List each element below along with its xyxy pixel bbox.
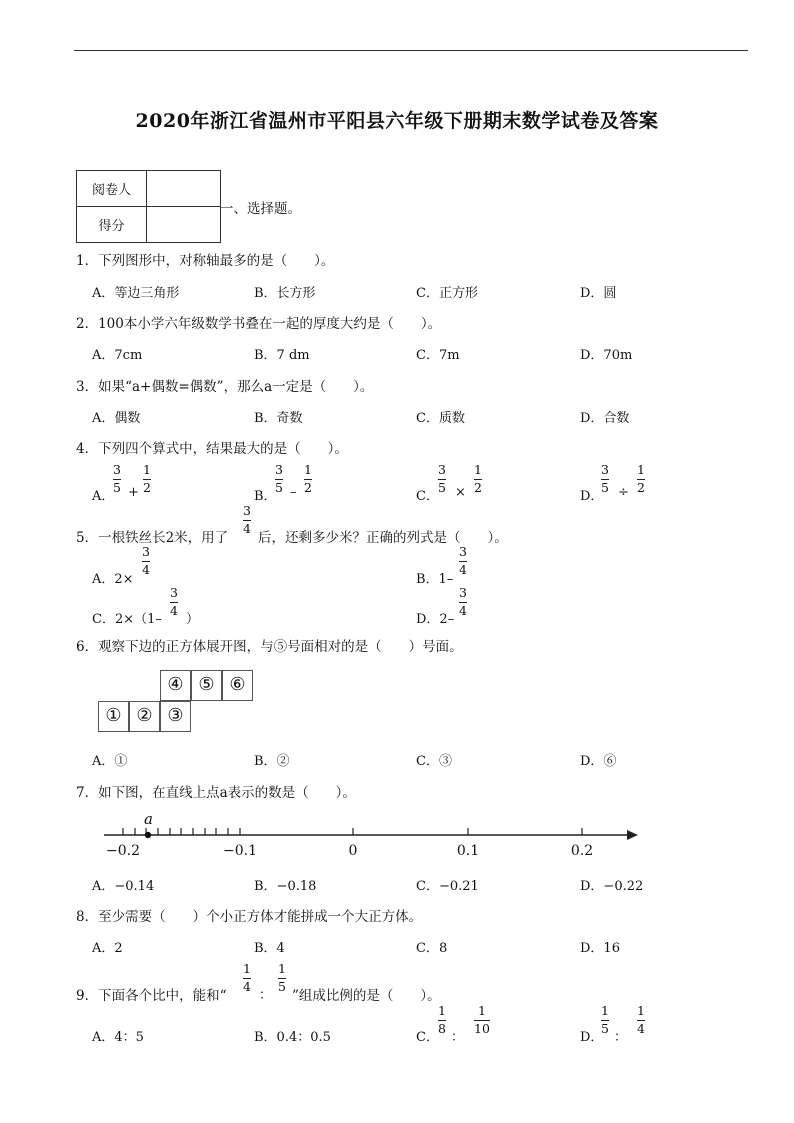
q8-option-a[interactable]: A．2 <box>92 941 123 956</box>
question-6-stem: 6．观察下边的正方体展开图，与⑤号面相对的是（ ）号面。 <box>76 639 463 655</box>
tick-label: −0.2 <box>106 843 140 859</box>
fraction: 3 4 <box>142 544 150 577</box>
question-3-stem: 3．如果“a+偶数=偶数”，那么a一定是（ ）。 <box>76 379 374 395</box>
times-operator: × <box>455 485 466 500</box>
question-7-stem: 7．如下图，在直线上点a表示的数是（ ）。 <box>76 785 356 801</box>
reviewer-label: 阅卷人 <box>77 171 147 207</box>
q9-option-b[interactable]: B．0.4：0.5 <box>254 1030 331 1045</box>
fraction: 1 5 <box>601 1003 609 1036</box>
q8-option-d[interactable]: D．16 <box>580 941 620 956</box>
q3-option-a[interactable]: A．偶数 <box>92 411 141 426</box>
score-cell[interactable] <box>147 207 221 243</box>
question-4-stem: 4．下列四个算式中，结果最大的是（ ）。 <box>76 441 348 457</box>
q6-option-b[interactable]: B．② <box>254 754 290 769</box>
q1-option-d[interactable]: D．圆 <box>580 286 617 301</box>
q6-option-d[interactable]: D．⑥ <box>580 754 617 769</box>
fraction: 1 4 <box>243 961 251 994</box>
fraction: 3 4 <box>170 585 178 618</box>
question-1-stem: 1．下列图形中，对称轴最多的是（ ）。 <box>76 253 335 269</box>
q3-option-c[interactable]: C．质数 <box>416 411 465 426</box>
divide-operator: ÷ <box>618 485 629 500</box>
q8-option-c[interactable]: C．8 <box>416 941 448 956</box>
fraction: 1 5 <box>278 961 286 994</box>
q1-option-a[interactable]: A．等边三角形 <box>92 286 180 301</box>
question-5-stem-a: 5．一根铁丝长2米，用了 <box>76 530 229 546</box>
score-table <box>76 170 221 243</box>
ratio-colon: ： <box>259 988 273 1003</box>
minus-operator: – <box>290 485 297 500</box>
q5-option-c-close: ） <box>186 612 200 627</box>
fraction: 1 10 <box>474 1003 490 1036</box>
q7-option-b[interactable]: B．−0.18 <box>254 879 317 894</box>
q4-option-d[interactable]: D． <box>580 489 604 504</box>
q9-option-d[interactable]: D． <box>580 1030 604 1045</box>
q3-option-d[interactable]: D．合数 <box>580 411 630 426</box>
q5-option-a[interactable]: A．2× <box>92 572 134 587</box>
q1-option-c[interactable]: C．正方形 <box>416 286 478 301</box>
q5-option-b[interactable]: B．1– <box>416 572 454 587</box>
page-title: 2020年浙江省温州市平阳县六年级下册期末数学试卷及答案 <box>135 110 659 132</box>
cube-face-2: ② <box>129 701 160 732</box>
q5-option-c[interactable]: C．2×（1– <box>92 612 162 627</box>
fraction: 3 4 <box>459 544 467 577</box>
q8-option-b[interactable]: B．4 <box>254 941 285 956</box>
q2-option-d[interactable]: D．70m <box>580 348 633 363</box>
fraction: 3 4 <box>459 585 467 618</box>
plus-operator: + <box>128 485 139 500</box>
q2-option-c[interactable]: C．7m <box>416 348 460 363</box>
question-5-stem-b: 后，还剩多少米？正确的列式是（ ）。 <box>258 530 508 546</box>
fraction: 1 8 <box>438 1003 446 1036</box>
number-line <box>96 808 644 862</box>
ratio-colon: ： <box>451 1030 465 1045</box>
q6-option-a[interactable]: A．① <box>92 754 128 769</box>
tick-label: −0.1 <box>223 843 257 859</box>
cube-face-4: ④ <box>160 670 191 701</box>
tick-label: 0.2 <box>570 843 594 859</box>
point-a-label: a <box>144 810 153 828</box>
q5-option-d[interactable]: D．2– <box>416 612 455 627</box>
score-label: 得分 <box>77 207 147 243</box>
fraction: 1 2 <box>474 462 482 495</box>
q9-option-c[interactable]: C． <box>416 1030 439 1045</box>
fraction: 3 4 <box>243 503 251 536</box>
question-8-stem: 8．至少需要（ ）个小正方体才能拼成一个大正方体。 <box>76 909 423 925</box>
fraction: 3 5 <box>601 462 609 495</box>
fraction: 1 2 <box>304 462 312 495</box>
q7-option-c[interactable]: C．−0.21 <box>416 879 479 894</box>
cube-face-5: ⑤ <box>191 670 222 701</box>
cube-face-1: ① <box>98 701 129 732</box>
reviewer-cell[interactable] <box>147 171 221 207</box>
question-2-stem: 2．100本小学六年级数学书叠在一起的厚度大约是（ ）。 <box>76 316 442 332</box>
q4-option-b[interactable]: B． <box>254 489 277 504</box>
q3-option-b[interactable]: B．奇数 <box>254 411 303 426</box>
section-heading: 一、选择题。 <box>220 201 301 217</box>
q4-option-c[interactable]: C． <box>416 489 439 504</box>
q2-option-b[interactable]: B．7 dm <box>254 348 310 363</box>
q6-option-c[interactable]: C．③ <box>416 754 452 769</box>
tick-label: 0.1 <box>456 843 480 859</box>
cube-face-6: ⑥ <box>222 670 253 701</box>
ratio-colon: ： <box>614 1030 628 1045</box>
fraction: 3 5 <box>275 462 283 495</box>
fraction: 3 5 <box>113 462 121 495</box>
q4-option-a[interactable]: A． <box>92 489 115 504</box>
question-9-stem-b: ”组成比例的是（ ）。 <box>292 988 441 1004</box>
q9-option-a[interactable]: A．4：5 <box>92 1030 144 1045</box>
question-9-stem-a: 9．下面各个比中，能和“ <box>76 988 227 1004</box>
header-rule <box>74 50 748 51</box>
q7-option-d[interactable]: D．−0.22 <box>580 879 644 894</box>
cube-face-3: ③ <box>160 701 191 732</box>
fraction: 1 4 <box>637 1003 645 1036</box>
number-line-ticks <box>123 828 582 835</box>
fraction: 3 5 <box>438 462 446 495</box>
fraction: 1 2 <box>637 462 645 495</box>
q2-option-a[interactable]: A．7cm <box>92 348 143 363</box>
q1-option-b[interactable]: B．长方形 <box>254 286 316 301</box>
point-a <box>145 832 151 838</box>
tick-label: 0 <box>348 843 358 859</box>
fraction: 1 2 <box>143 462 151 495</box>
q7-option-a[interactable]: A．−0.14 <box>92 879 155 894</box>
